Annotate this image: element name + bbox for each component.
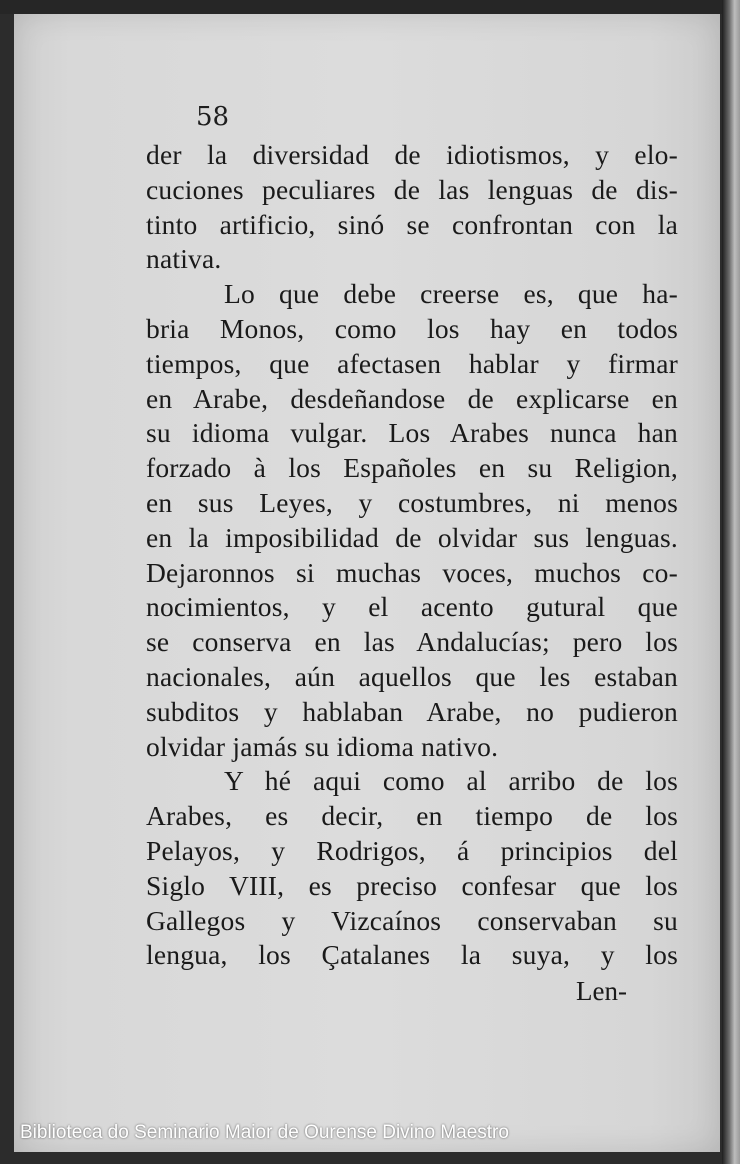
library-watermark: Biblioteca do Seminario Maior de Ourense Divino Maestro: [20, 1122, 509, 1143]
text-line: nocimientos, y el acento gutural que: [146, 591, 678, 623]
text-line: Gallegos y Vizcaínos conservaban su: [146, 904, 678, 936]
text-line: subditos y hablaban Arabe, no pudieron: [146, 695, 678, 727]
text-line: nativa.: [146, 243, 222, 275]
scan-top-edge: [0, 0, 740, 14]
text-line: Dejaronnos si muchas voces, muchos co-: [146, 556, 678, 588]
text-line: en Arabe, desdeñandose de explicarse en: [146, 382, 678, 414]
text-line: Y hé aqui como al arribo de los: [224, 765, 678, 797]
text-line: Siglo VIII, es preciso confesar que los: [146, 869, 678, 901]
text-line: Pelayos, y Rodrigos, á principios del: [146, 834, 678, 866]
catchword: Len-: [576, 976, 627, 1006]
text-line: cuciones peculiares de las lenguas de dis-: [146, 173, 678, 205]
text-line: forzado à los Españoles en su Religion,: [146, 452, 678, 484]
body-text: [146, 138, 678, 973]
book-spine-edge: [722, 0, 740, 1164]
page-number: 58: [196, 102, 230, 132]
text-line: nacionales, aún aquellos que les estaban: [146, 660, 678, 692]
text-line: Arabes, es decir, en tiempo de los: [146, 800, 678, 832]
text-line: en sus Leyes, y costumbres, ni menos: [146, 486, 678, 518]
text-line: tinto artificio, sinó se confrontan con la: [146, 208, 678, 240]
text-line: bria Monos, como los hay en todos: [146, 312, 678, 344]
text-line: Lo que debe creerse es, que ha-: [224, 278, 678, 310]
text-line: su idioma vulgar. Los Arabes nunca han: [146, 417, 678, 449]
text-line: lengua, los Çatalanes la suya, y los: [146, 939, 678, 971]
text-line: en la imposibilidad de olvidar sus lenguas.: [146, 521, 678, 553]
text-line: tiempos, que afectasen hablar y firmar: [146, 347, 678, 379]
text-line: se conserva en las Andalucías; pero los: [146, 626, 678, 658]
text-line: olvidar jamás su idioma nativo.: [146, 730, 499, 762]
text-line: der la diversidad de idiotismos, y elo-: [146, 139, 678, 170]
